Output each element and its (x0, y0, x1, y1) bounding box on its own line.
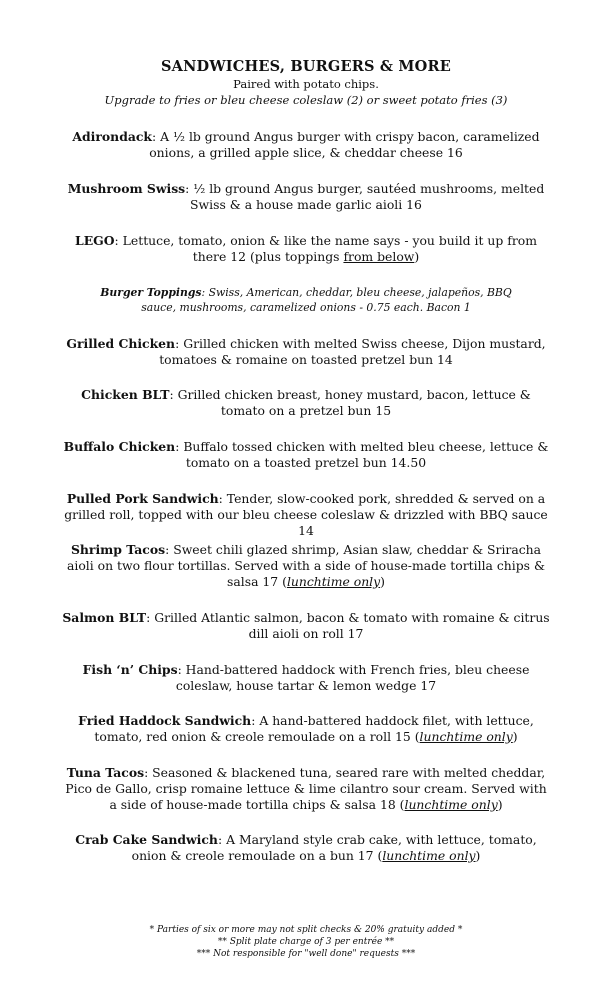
item-desc: : Seasoned & blackened tuna, seared rare with melted cheddar, Pico de Gallo, crisp romaine lettuce & lime cilantro sour cream. Served with a side of house-made tortilla chips & salsa 18 ( (65, 765, 547, 812)
upgrade-note: Upgrade to fries or bleu cheese coleslaw (2) or sweet potato fries (3) (104, 93, 508, 107)
item-desc: : Tender, slow-cooked pork, shredded & served on a grilled roll, topped with our bleu cheese coleslaw & drizzled with BBQ sauce 14 (64, 491, 548, 538)
menu-item-shrimp-tacos (60, 542, 552, 590)
item-name: Pulled Pork Sandwich (66, 491, 219, 506)
menu-item-chicken-blt (60, 387, 552, 419)
menu-item-salmon-blt (60, 610, 552, 642)
footer-well-done: *** Not responsible for "well done" requests *** (196, 949, 416, 959)
toppings-desc: : Swiss, American, cheddar, bleu cheese, jalapeños, BBQ sauce, mushrooms, caramelized onions - 0.75 each. Bacon 1 (141, 286, 512, 314)
item-name: LEGO (75, 233, 115, 248)
menu-item-lego (60, 233, 552, 265)
item-name: Fried Haddock Sandwich (78, 713, 252, 728)
item-desc: : A Maryland style crab cake, with lettuce, tomato, onion & creole remoulade on a bun 17 ( (131, 832, 537, 863)
page-subtitle: Paired with potato chips. (233, 77, 379, 91)
item-desc: : Sweet chili glazed shrimp, Asian slaw, cheddar & Sriracha aioli on two flour tortillas. Served with a side of house-made tortilla chips & salsa 17 ( (66, 542, 546, 589)
item-desc: : Grilled chicken breast, honey mustard, bacon, lettuce & tomato on a pretzel bun 15 (169, 387, 531, 418)
toppings-name: Burger Toppings (100, 286, 202, 299)
item-desc: : Grilled chicken with melted Swiss cheese, Dijon mustard, tomatoes & romaine on toasted pretzel bun 14 (159, 336, 546, 367)
item-name: Tuna Tacos (66, 765, 145, 780)
item-desc: : Grilled Atlantic salmon, bacon & tomato with romaine & citrus dill aioli on roll 17 (146, 610, 550, 641)
item-tail: ) (380, 574, 385, 589)
burger-toppings (90, 285, 522, 315)
menu-item-buffalo-chicken (60, 439, 552, 471)
item-name: Shrimp Tacos (70, 542, 166, 557)
item-name: Salmon BLT (62, 610, 147, 625)
item-desc: : A ½ lb ground Angus burger with crispy bacon, caramelized onions, a grilled apple slice, & cheddar cheese 16 (149, 129, 540, 160)
menu-item-fish-chips (60, 662, 552, 694)
item-tail: ) (497, 797, 503, 812)
item-tail: ) (475, 848, 481, 863)
footer-gratuity: * Parties of six or more may not split checks & 20% gratuity added * (149, 925, 463, 935)
lunchtime-note: lunchtime only (419, 729, 513, 744)
item-name: Crab Cake Sandwich (75, 832, 218, 847)
menu-item-fried-haddock (60, 713, 552, 745)
item-desc: : Lettuce, tomato, onion & like the name says - you build it up from there 12 (plus toppings (114, 233, 537, 264)
footer-notes (0, 924, 612, 960)
item-name: Fish ‘n’ Chips (82, 662, 178, 677)
toppings-link[interactable]: from below (343, 249, 415, 264)
menu-item-tuna-tacos (60, 765, 552, 813)
item-tail: ) (414, 249, 420, 264)
menu-item-crab-cake (60, 832, 552, 864)
menu-item-pulled-pork (60, 491, 552, 539)
lunchtime-note: lunchtime only (382, 848, 476, 863)
item-tail: ) (512, 729, 518, 744)
item-desc: : ½ lb ground Angus burger, sautéed mushrooms, melted Swiss & a house made garlic aioli 16 (185, 181, 545, 212)
lunchtime-note: lunchtime only (404, 797, 498, 812)
item-name: Chicken BLT (81, 387, 170, 402)
item-name: Adirondack (72, 129, 153, 144)
menu-item-adirondack (60, 129, 552, 161)
item-desc: : Buffalo tossed chicken with melted bleu cheese, lettuce & tomato on a toasted pretzel bun 14.50 (175, 439, 549, 470)
menu-item-grilled-chicken (60, 336, 552, 368)
item-name: Mushroom Swiss (67, 181, 186, 196)
footer-split-plate: ** Split plate charge of 3 per entrée ** (217, 937, 395, 947)
menu-item-mushroom-swiss (60, 181, 552, 213)
item-desc: : Hand-battered haddock with French fries, bleu cheese coleslaw, house tartar & lemon wedge 17 (175, 662, 530, 693)
item-name: Buffalo Chicken (63, 439, 176, 454)
item-desc: : A hand-battered haddock filet, with lettuce, tomato, red onion & creole remoulade on a roll 15 ( (94, 713, 534, 744)
lunchtime-note: lunchtime only (286, 574, 381, 589)
page-title: SANDWICHES, BURGERS & MORE (160, 58, 452, 75)
item-name: Grilled Chicken (66, 336, 176, 351)
